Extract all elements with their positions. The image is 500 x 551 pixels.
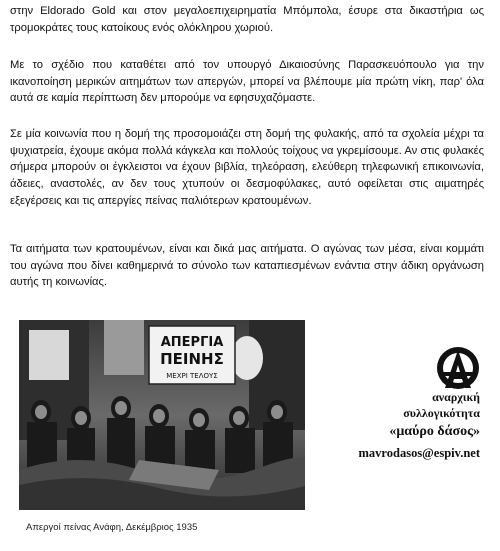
banner-line-2: ΠΕΙΝΗΣ	[160, 350, 224, 368]
banner-line-1: ΑΠΕΡΓΙΑ	[160, 335, 224, 350]
banner-line-3: ΜΕΧΡΙ ΤΕΛΟΥΣ	[166, 372, 218, 380]
signature-email[interactable]: mavrodasos@espiv.net	[358, 446, 480, 460]
signature-collective-name: «μαύρο δάσος»	[389, 424, 480, 439]
paragraph-1: στην Eldorado Gold και στον μεγαλοεπιχειρηματία Μπόμπολα, έσυρε στα δικαστήρια ως τρομοκράτες τους κατοίκους ενός ολόκληρου χωριού.	[10, 5, 484, 34]
signature-line-2: συλλογικότητα	[403, 406, 480, 420]
paragraph-3: Σε μία κοινωνία που η δομή της προσομοιάζει στη δομή της φυλακής, από τα σχολεία μέχρι τα ψυχιατρεία, έχουμε ακόμα πολλά κάγκελα και πολλούς τοίχους να γκρεμίσουμε. Αν στις φυλακές σήμερα μπορούν οι έγκλειστοι να έχουν βιβλία, τηλεόραση, ελεύθερη τηλεφωνική επικοινωνία, άδειες, αναστολές, αν δεν τους χτυπούν οι δεσμοφύλακες, αυτό οφείλεται στις αιματηρές εξεγέρσεις και τις απεργίες πείνας παλιότερων κρατουμένων.	[10, 128, 484, 207]
signature-line-1: αναρχική	[432, 390, 480, 404]
photo-illustration	[19, 320, 305, 510]
anarchy-circle-a-icon	[436, 346, 480, 390]
photo-caption: Απεργοί πείνας Ανάφη, Δεκέμβριος 1935	[26, 522, 198, 533]
paragraph-4: Τα αιτήματα των κρατουμένων, είναι και δικά μας αιτήματα. Ο αγώνας των μέσα, είναι κομμάτι του αγώνα που δίνει καθημερινά το σύνολο των καταπιεσμένων ενάντια στην άδικη οργάνωση αυτής τη κοινωνίας.	[10, 243, 484, 289]
paragraph-2: Με το σχέδιο που καταθέτει από τον υπουργό Δικαιοσύνης Παρασκευόπουλο για την ικανοποίηση μερικών αιτημάτων των απεργών, μπορεί να βλέπουμε μία πρώτη νίκη, παρ' όλα αυτά σε καμία περίπτωση δεν μπορούμε να εφησυχαζόμαστε.	[10, 59, 484, 105]
hunger-strikers-photo	[19, 320, 305, 510]
